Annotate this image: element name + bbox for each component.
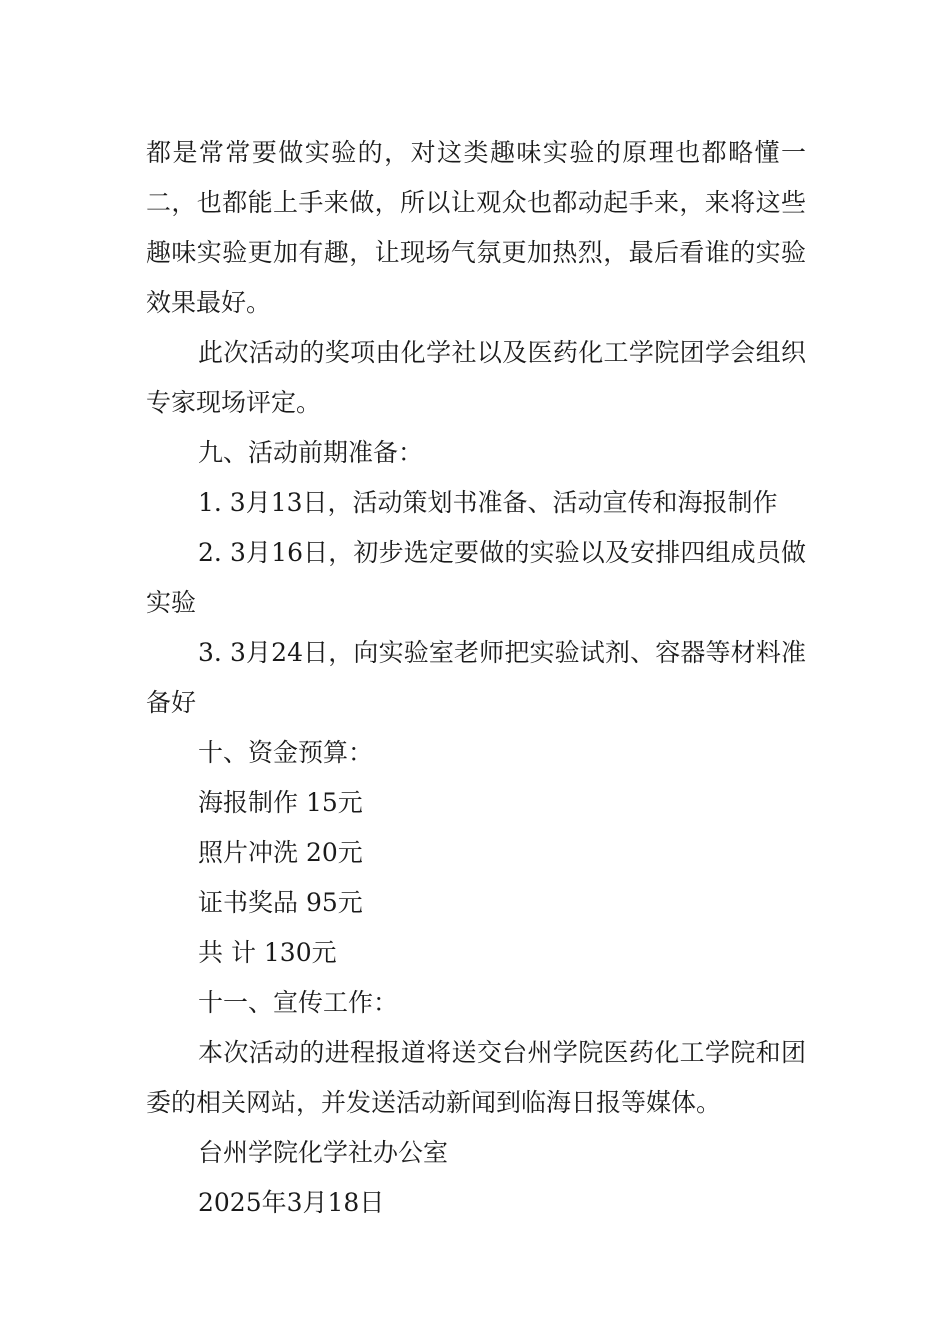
document-body [146,128,806,1228]
heading-preparation: 九、活动前期准备： [198,438,424,467]
budget-total: 共 计 130元 [198,938,337,967]
heading-publicity: 十一、宣传工作： [198,988,399,1017]
budget-item-certificates: 证书奖品 95元 [198,888,363,917]
signature-office: 台州学院化学社办公室 [198,1138,449,1167]
paragraph-award-judging: 此次活动的奖项由化学社以及医药化工学院团学会组织专家现场评定。 [146,338,806,417]
signature-date: 2025年3月18日 [198,1188,385,1217]
prep-item-2: 2. 3月16日，初步选定要做的实验以及安排四组成员做实验 [146,538,806,617]
budget-item-poster: 海报制作 15元 [198,788,363,817]
prep-item-1: 1. 3月13日，活动策划书准备、活动宣传和海报制作 [198,488,778,517]
prep-item-3: 3. 3月24日，向实验室老师把实验试剂、容器等材料准备好 [146,638,806,717]
heading-budget: 十、资金预算： [198,738,374,767]
paragraph-publicity: 本次活动的进程报道将送交台州学院医药化工学院和团委的相关网站，并发送活动新闻到临海日报等媒体。 [146,1038,806,1117]
budget-item-photo: 照片冲洗 20元 [198,838,363,867]
paragraph-experiment-description: 都是常常要做实验的，对这类趣味实验的原理也都略懂一二，也都能上手来做，所以让观众也都动起手来，来将这些趣味实验更加有趣，让现场气氛更加热烈，最后看谁的实验效果最好。 [146,138,806,317]
